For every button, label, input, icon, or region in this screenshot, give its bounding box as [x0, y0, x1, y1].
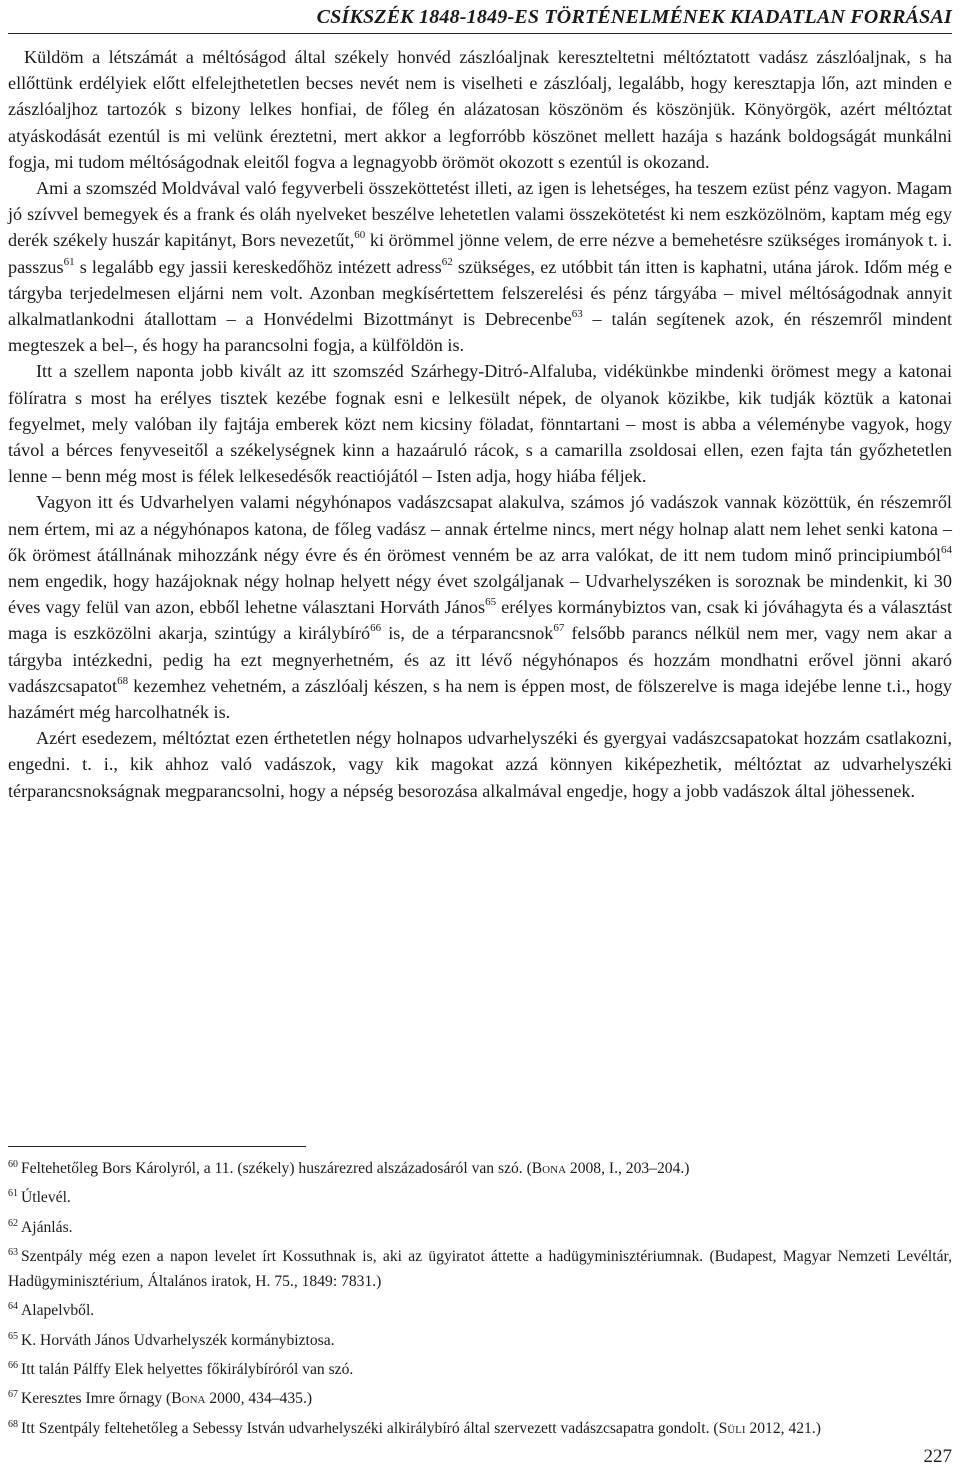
paragraph-3-text: Itt a szellem naponta jobb kivált az itt szomszéd Szárhegy-Ditró-Alfaluba, vidékünkbe mindenki örömest megy a katonai fölíratra s most ha erélyes tisztek kezébe fognak esni e lelkesült népek, de olyanok közikbe, kik tudják köztük a katonai fegyelmet, mely valóban ily fajtája emberek közt nem kicsiny föladat, fönntartani – most is abba a véleménybe vagyok, hogy távol a bérces fenyveseitől a székelységnek kinn a hazaáruló rácok, s a camarilla zsoldosai ellen, ezen fajta tán győzhetetlen lenne – benn még most is félek lelkesedésők reactiójától – Isten adja, hogy hiába féljek.	[8, 361, 952, 487]
footnote-number: 65	[8, 1330, 18, 1342]
footnote-ref-68[interactable]: 68	[117, 674, 129, 687]
footnote-ref-60[interactable]: 60	[354, 229, 366, 242]
footnote-text: 2000, 434–435.)	[205, 1390, 313, 1408]
footnote-60	[8, 1152, 952, 1181]
text-run: s legalább egy jassii kereskedőhöz intézett adress	[74, 256, 442, 277]
footnote-number: 66	[8, 1360, 18, 1372]
paragraph-1-text: Küldöm a létszámát a méltóságod által székely honvéd zászlóaljnak kereszteltetni méltóztatott vadász zászlóaljnak, s ha ellőttünk erdélyiek előtt elfelejthetetlen becses nevét nem is viselheti e zászlóalj, legalább, hogy keresztapja lőn, azt minden e zászlóaljhoz tartozók s bizony lelkes honfiai, de főleg én alázatosan köszönöm és köszönjük. Könyörgök, azért méltóztat atyáskodását ezentúl is mi velünk éreztetni, mert akkor a legforróbb köszönet mellett hazája s hazánk boldogságát munkálni fogja, mi tudom méltóságodnak eleitől fogva a legnagyobb örömöt okozott s ezentúl is okozand.	[8, 47, 952, 172]
footnote-65	[8, 1324, 952, 1353]
paragraph-1	[8, 44, 952, 175]
footnote-ref-61[interactable]: 61	[63, 255, 75, 268]
text-run: erélyes kormánybiztos van, csak ki jóváhagyta és a választást maga is eszközölni akarja, szintúgy a királybíró	[8, 597, 952, 644]
footnote-ref-67[interactable]: 67	[553, 622, 565, 635]
footnote-61	[8, 1181, 952, 1210]
footnotes	[8, 1152, 952, 1441]
footnote-ref-63[interactable]: 63	[571, 307, 583, 320]
text-run: kezemhez vehetném, a zászlóalj készen, s ha nem is éppen most, de fölszerelve is maga idejébe lenne t.i., hogy hazámért még harcolhatnék is.	[8, 675, 952, 723]
footnote-text: Ajánlás.	[21, 1218, 73, 1236]
footnote-text: Feltehetőleg Bors Károlyról, a 11. (székely) huszárezred alszázadosáról van szó. (	[21, 1160, 532, 1177]
footnote-68	[8, 1412, 952, 1441]
paragraph-5-text: Azért esedezem, méltóztat ezen érthetetlen négy holnapos udvarhelyszéki és gyergyai vadászcsapatokat hozzám csatlakozni, engedni. t. i., kik ahhoz való vadászok, vagy kik magokat azzá könnyen kiképezhetik, méltóztat az udvarhelyszéki térparancsnokságnak megparancsolni, hogy a népség besorozása alkalmával engedje, hogy a jobb vadászok által jöhessenek.	[8, 728, 952, 801]
text-run: is, de a térparancsnok	[381, 623, 554, 644]
footnote-text: Alapelvből.	[21, 1302, 95, 1320]
footnote-text: K. Horváth János Udvarhelyszék kormánybiztosa.	[21, 1331, 335, 1349]
footnote-64	[8, 1294, 952, 1323]
footnote-separator	[8, 1146, 306, 1147]
footnote-author: Bona	[531, 1160, 567, 1177]
footnote-66	[8, 1353, 952, 1382]
footnote-number: 62	[8, 1217, 18, 1229]
text-run: Vagyon itt és Udvarhelyen valami négyhónapos vadászcsapat alakulva, számos jó vadászok vannak közöttük, én részemről nem értem, mi az a négyhónapos katona, de főleg vadász – annak értelme nincs, mert négy holnap alatt nem lehet senki katona – ők örömest átállnának mihozzánk négy évre és én örömest venném be az arra valókat, de itt nem tudom minő principiumból	[8, 492, 952, 565]
footnote-62	[8, 1211, 952, 1240]
footnote-ref-64[interactable]: 64	[941, 543, 952, 556]
paragraph-3	[8, 358, 952, 489]
footnote-author: Süli	[718, 1419, 746, 1437]
running-header	[8, 6, 952, 34]
paragraph-2	[8, 175, 952, 358]
text-run: felsőbb parancs nélkül nem mer, vagy nem akar a tárgyba intézkedni, pedig ha ezt megnyerhetném, és az itt lévő négyhónapos és hozzám mondhatni erővel jönni akaró vadászcsapatot	[8, 623, 953, 696]
text-run: – talán segítenek azok, én részemről mindent megteszek a bel–, és hogy ha parancsolni fogja, a külföldön is.	[8, 309, 952, 356]
footnote-number: 61	[8, 1188, 18, 1200]
text-run: szükséges, ez utóbbit tán itten is kaphatni, utána járok. Időm még e tárgyba terjedelmesen eljárni nem volt. Azonban megkísértettem felszerelési és pénz tárgyába – mivel méltóságodnak annyit alkalmatlankodni átallottam – a Honvédelmi Bizottmányt is Debrecenbe	[8, 256, 952, 330]
footnote-text: Itt talán Pálffy Elek helyettes főkirálybíróról van szó.	[21, 1361, 354, 1379]
footnote-number: 63	[8, 1246, 18, 1258]
text-run: ki örömmel jönne velem, de erre nézve a bemehetésre szükséges irományok t. i. passzus	[8, 230, 953, 277]
footnote-number: 68	[8, 1418, 18, 1430]
footnote-ref-65[interactable]: 65	[485, 596, 497, 609]
footnote-67	[8, 1382, 952, 1411]
footnote-text: Keresztes Imre őrnagy (	[21, 1390, 172, 1408]
footnote-number: 67	[8, 1389, 18, 1401]
footnote-number: 60	[8, 1159, 18, 1170]
page-number: 227	[923, 1446, 952, 1467]
footnote-text: 2008, I., 203–204.)	[566, 1160, 690, 1177]
footnote-text: 2012, 421.)	[745, 1419, 821, 1437]
footnote-ref-66[interactable]: 66	[370, 622, 382, 635]
footnote-text: Szentpály még ezen a napon levelet írt Kossuthnak is, aki az ügyiratot áttette a hadügyminisztériumnak. (Budapest, Magyar Nemzeti Levéltár, Hadügyminisztérium, Általános iratok, H. 75., 1849: 7831.)	[8, 1247, 952, 1291]
footnote-text: Útlevél.	[21, 1189, 71, 1207]
footnote-63	[8, 1240, 952, 1295]
text-run: nem engedik, hogy hazájoknak négy holnap helyett négy évet szolgáljanak – Udvarhelyszéken is soroznak be mindenkit, ki 30 éves vagy felül van azon, ebből lehetne választani Horváth János	[8, 571, 952, 618]
footnote-author: Bona	[171, 1390, 206, 1408]
main-text	[8, 44, 952, 804]
footnote-text: Itt Szentpály feltehetőleg a Sebessy István udvarhelyszéki alkirálybíró által szervezett vadászcsapatra gondolt. (	[21, 1419, 719, 1437]
running-header-title: CSÍKSZÉK 1848-1849-ES TÖRTÉNELMÉNEK KIADATLAN FORRÁSAI	[316, 6, 952, 28]
text-run: Ami a szomszéd Moldvával való fegyverbeli összeköttetést illeti, az igen is lehetséges, ha teszem ezüst pénz vagyon. Magam jó szívvel bemegyek és a frank és oláh nyelveket beszélve lehetetlen valami összekötetést ki nem eszközölnöm, kaptam még egy derék székely huszár kapitányt, Bors nevezetűt,	[8, 178, 952, 251]
paragraph-5	[8, 725, 952, 804]
paragraph-4	[8, 489, 952, 725]
footnote-number: 64	[8, 1301, 18, 1313]
footnote-ref-62[interactable]: 62	[441, 255, 453, 268]
